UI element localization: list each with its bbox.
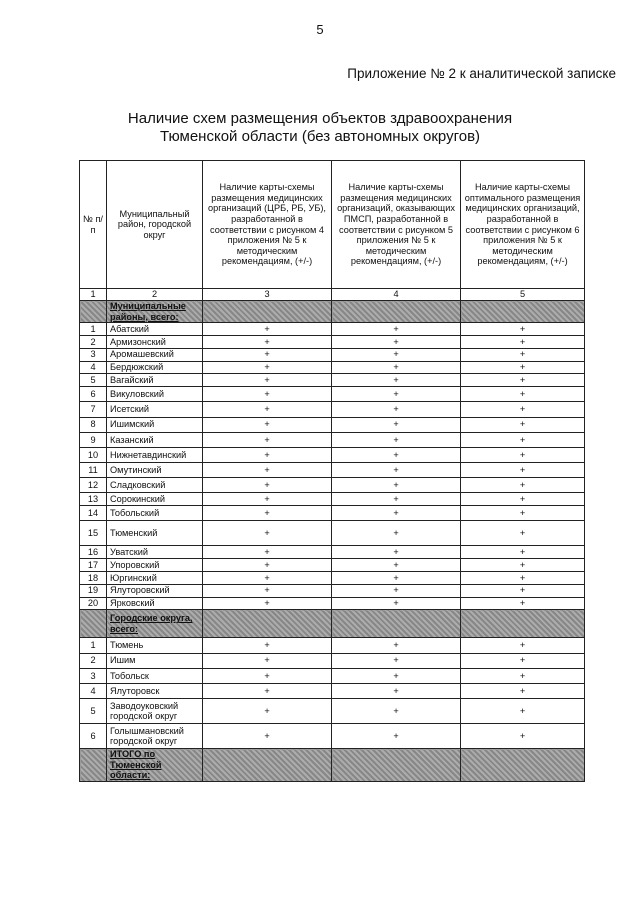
row-col4: + — [332, 638, 461, 653]
row-col3: + — [203, 361, 332, 374]
row-col3: + — [203, 638, 332, 653]
row-col5: + — [461, 668, 585, 683]
row-name: Сорокинский — [107, 493, 203, 506]
row-number: 11 — [80, 463, 107, 478]
group-row-total — [80, 749, 585, 782]
row-number: 3 — [80, 668, 107, 683]
table-row — [80, 387, 585, 402]
row-col5: + — [461, 335, 585, 348]
table-row — [80, 374, 585, 387]
title-line-2: Тюменской области (без автономных округов) — [159, 128, 481, 145]
row-col4: + — [332, 348, 461, 361]
row-col3: + — [203, 506, 332, 521]
row-name: Ярковский — [107, 597, 203, 610]
row-col4: + — [332, 374, 461, 387]
row-col5: + — [461, 584, 585, 597]
row-col3: + — [203, 597, 332, 610]
row-name: Заводоуковский городской округ — [107, 699, 203, 724]
row-name: Упоровский — [107, 559, 203, 572]
row-number: 3 — [80, 348, 107, 361]
header-col3: Наличие карты-схемы размещения медицинских организаций (ЦРБ, РБ, УБ), разработанной в соответствии с рисунком 4 приложения № 5 к методическим рекомендациям, (+/-) — [203, 161, 332, 289]
table-body — [80, 289, 585, 782]
table-row — [80, 463, 585, 478]
table-row — [80, 684, 585, 699]
row-col3: + — [203, 699, 332, 724]
table-row — [80, 506, 585, 521]
row-col3: + — [203, 387, 332, 402]
row-col4: + — [332, 387, 461, 402]
row-name: Ишим — [107, 653, 203, 668]
row-col5: + — [461, 387, 585, 402]
row-name: Ялуторовск — [107, 684, 203, 699]
header-num: № п/п — [80, 161, 107, 289]
row-name: Абатский — [107, 323, 203, 336]
row-col3: + — [203, 493, 332, 506]
row-col4: + — [332, 361, 461, 374]
row-number: 16 — [80, 546, 107, 559]
row-col3: + — [203, 584, 332, 597]
row-number: 2 — [80, 653, 107, 668]
page-number: 5 — [316, 22, 324, 37]
row-name: Тобольск — [107, 668, 203, 683]
table-row — [80, 361, 585, 374]
table-row — [80, 597, 585, 610]
row-col5: + — [461, 478, 585, 493]
row-col3: + — [203, 521, 332, 546]
row-col4: + — [332, 653, 461, 668]
row-col3: + — [203, 417, 332, 432]
row-col3: + — [203, 559, 332, 572]
row-number: 7 — [80, 402, 107, 417]
row-name: Аромашевский — [107, 348, 203, 361]
row-col4: + — [332, 463, 461, 478]
schemes-table — [79, 160, 585, 782]
row-col5: + — [461, 653, 585, 668]
table-row — [80, 546, 585, 559]
row-col4: + — [332, 402, 461, 417]
row-col3: + — [203, 653, 332, 668]
row-number: 6 — [80, 724, 107, 749]
row-name: Ишимский — [107, 417, 203, 432]
table-row — [80, 348, 585, 361]
row-number: 1 — [80, 638, 107, 653]
row-col4: + — [332, 323, 461, 336]
row-name: Тюмень — [107, 638, 203, 653]
table-row — [80, 335, 585, 348]
row-col4: + — [332, 699, 461, 724]
row-col5: + — [461, 402, 585, 417]
row-number: 17 — [80, 559, 107, 572]
row-col5: + — [461, 506, 585, 521]
row-col3: + — [203, 348, 332, 361]
table-row — [80, 584, 585, 597]
row-col4: + — [332, 432, 461, 447]
row-number: 4 — [80, 361, 107, 374]
table-row — [80, 559, 585, 572]
row-col3: + — [203, 323, 332, 336]
row-col3: + — [203, 684, 332, 699]
title-line-1: Наличие схем размещения объектов здравоохранения — [127, 110, 513, 127]
row-col4: + — [332, 417, 461, 432]
row-number: 8 — [80, 417, 107, 432]
row-col4: + — [332, 478, 461, 493]
row-col5: + — [461, 493, 585, 506]
group-label-total: ИТОГО по Тюменской области: — [107, 749, 203, 782]
row-col5: + — [461, 684, 585, 699]
row-col3: + — [203, 724, 332, 749]
row-col5: + — [461, 432, 585, 447]
row-col4: + — [332, 447, 461, 462]
row-col3: + — [203, 546, 332, 559]
header-col5: Наличие карты-схемы оптимального размещения медицинских организаций, разработанной в соответствии с рисунком 6 приложения № 5 к методическим рекомендациям, (+/-) — [461, 161, 585, 289]
row-name: Ялуторовский — [107, 584, 203, 597]
row-col4: + — [332, 572, 461, 585]
row-name: Викуловский — [107, 387, 203, 402]
row-col5: + — [461, 323, 585, 336]
row-col4: + — [332, 684, 461, 699]
group-label-urban: Городские округа, всего: — [107, 610, 203, 638]
row-col5: + — [461, 521, 585, 546]
row-number: 9 — [80, 432, 107, 447]
table-row — [80, 638, 585, 653]
row-number: 6 — [80, 387, 107, 402]
row-col4: + — [332, 597, 461, 610]
row-number: 12 — [80, 478, 107, 493]
row-name: Нижнетавдинский — [107, 447, 203, 462]
row-number: 19 — [80, 584, 107, 597]
group-row-municipal — [80, 301, 585, 323]
row-number: 1 — [80, 323, 107, 336]
row-name: Армизонский — [107, 335, 203, 348]
row-col3: + — [203, 572, 332, 585]
index-cell: 1 — [80, 289, 107, 301]
header-district: Муниципальный район, городской округ — [107, 161, 203, 289]
row-col3: + — [203, 374, 332, 387]
row-col5: + — [461, 699, 585, 724]
table-row — [80, 402, 585, 417]
row-col3: + — [203, 402, 332, 417]
row-name: Вагайский — [107, 374, 203, 387]
table-row — [80, 447, 585, 462]
row-col4: + — [332, 584, 461, 597]
row-number: 14 — [80, 506, 107, 521]
row-col3: + — [203, 432, 332, 447]
index-cell: 5 — [461, 289, 585, 301]
header-col4: Наличие карты-схемы размещения медицинских организаций, оказывающих ПМСП, разработанной в соответствии с рисунком 5 приложения № 5 к методическим рекомендациям, (+/-) — [332, 161, 461, 289]
row-number: 5 — [80, 699, 107, 724]
row-number: 13 — [80, 493, 107, 506]
row-col4: + — [332, 506, 461, 521]
row-name: Голышмановский городской округ — [107, 724, 203, 749]
row-col4: + — [332, 335, 461, 348]
row-col5: + — [461, 417, 585, 432]
table-row — [80, 432, 585, 447]
row-name: Уватский — [107, 546, 203, 559]
index-cell: 4 — [332, 289, 461, 301]
row-name: Казанский — [107, 432, 203, 447]
row-col5: + — [461, 447, 585, 462]
table-row — [80, 478, 585, 493]
row-col5: + — [461, 348, 585, 361]
page-title — [0, 110, 640, 146]
table-row — [80, 699, 585, 724]
row-col3: + — [203, 447, 332, 462]
row-name: Тюменский — [107, 521, 203, 546]
row-name: Юргинский — [107, 572, 203, 585]
row-number: 18 — [80, 572, 107, 585]
row-name: Исетский — [107, 402, 203, 417]
row-col4: + — [332, 493, 461, 506]
row-col5: + — [461, 597, 585, 610]
appendix-label: Приложение № 2 к аналитической записке — [347, 66, 616, 81]
row-col4: + — [332, 668, 461, 683]
row-col4: + — [332, 546, 461, 559]
row-number: 15 — [80, 521, 107, 546]
index-row — [80, 289, 585, 301]
group-row-urban — [80, 610, 585, 638]
table-row — [80, 724, 585, 749]
table-row — [80, 417, 585, 432]
row-name: Омутинский — [107, 463, 203, 478]
row-col3: + — [203, 668, 332, 683]
index-cell: 3 — [203, 289, 332, 301]
row-col3: + — [203, 335, 332, 348]
row-col5: + — [461, 374, 585, 387]
table-row — [80, 653, 585, 668]
row-col5: + — [461, 546, 585, 559]
group-label-municipal: Муниципальные районы, всего: — [107, 301, 203, 323]
row-col4: + — [332, 559, 461, 572]
row-col4: + — [332, 521, 461, 546]
table-row — [80, 521, 585, 546]
table-row — [80, 668, 585, 683]
row-number: 4 — [80, 684, 107, 699]
table-row — [80, 323, 585, 336]
table-row — [80, 493, 585, 506]
row-col5: + — [461, 572, 585, 585]
row-col3: + — [203, 478, 332, 493]
row-col5: + — [461, 361, 585, 374]
row-number: 10 — [80, 447, 107, 462]
row-col4: + — [332, 724, 461, 749]
row-col5: + — [461, 724, 585, 749]
row-name: Сладковский — [107, 478, 203, 493]
row-number: 2 — [80, 335, 107, 348]
row-name: Тобольский — [107, 506, 203, 521]
row-number: 20 — [80, 597, 107, 610]
row-name: Бердюжский — [107, 361, 203, 374]
row-number: 5 — [80, 374, 107, 387]
row-col5: + — [461, 463, 585, 478]
index-cell: 2 — [107, 289, 203, 301]
row-col3: + — [203, 463, 332, 478]
row-col5: + — [461, 559, 585, 572]
table-row — [80, 572, 585, 585]
row-col5: + — [461, 638, 585, 653]
